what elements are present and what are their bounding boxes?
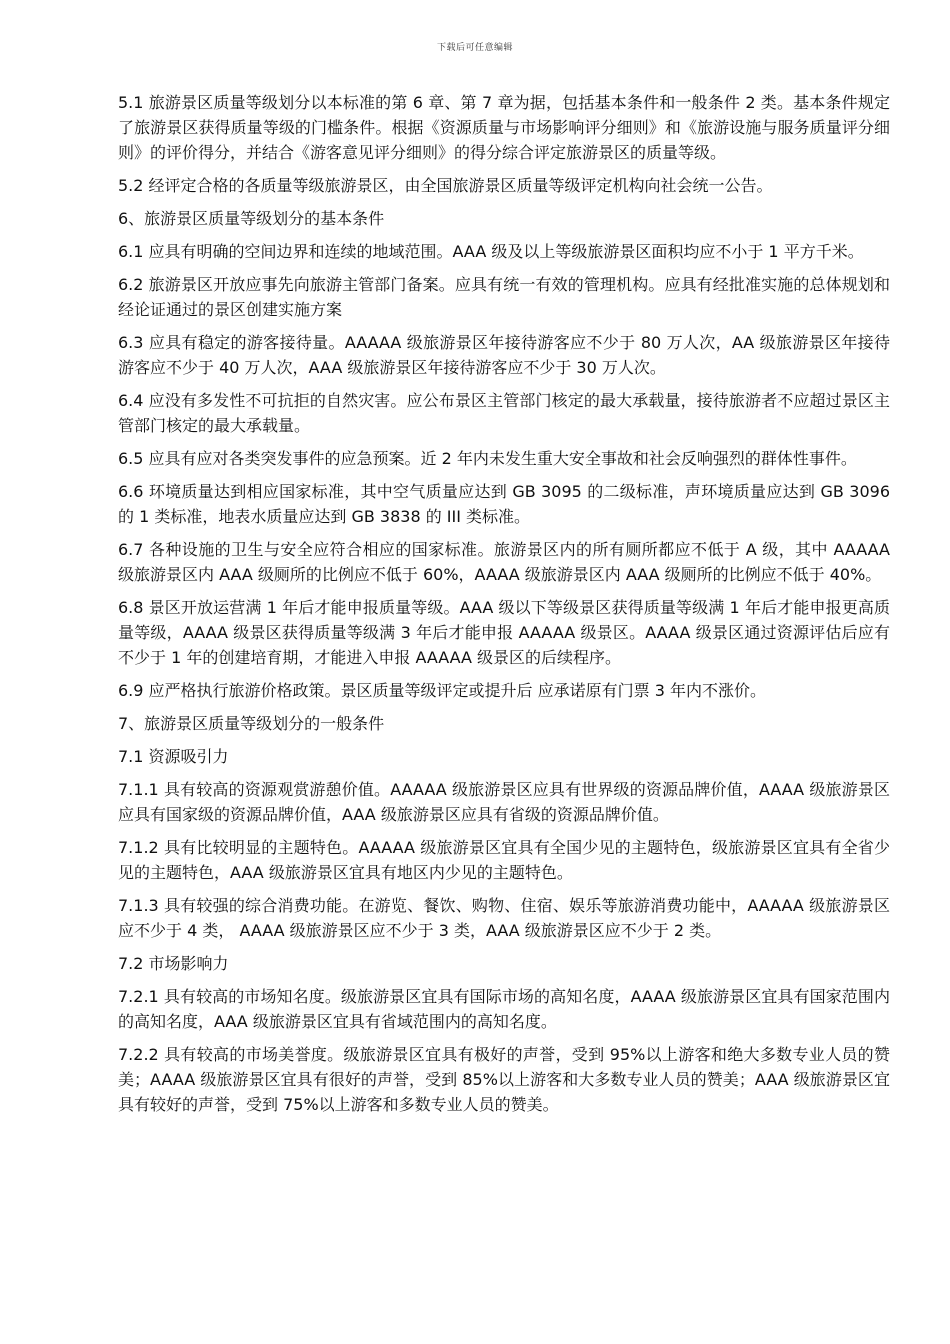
subsection-heading-7-2: 7.2 市场影响力 [118, 954, 229, 973]
paragraph-6-4: 6.4 应没有多发性不可抗拒的自然灾害。应公布景区主管部门核定的最大承载量，接待旅游者不应超过景区主管部门核定的最大承载量。 [118, 391, 890, 435]
paragraph-6-9: 6.9 应严格执行旅游价格政策。景区质量等级评定或提升后 应承诺原有门票 3 年内不涨价。 [118, 681, 766, 700]
paragraph-6-2: 6.2 旅游景区开放应事先向旅游主管部门备案。应具有统一有效的管理机构。应具有经批准实施的总体规划和经论证通过的景区创建实施方案 [118, 275, 890, 319]
paragraph-7-2-1: 7.2.1 具有较高的市场知名度。级旅游景区宜具有国际市场的高知名度，AAAA 级旅游景区宜具有国家范围内的高知名度，AAA 级旅游景区宜具有省域范围内的高知名度。 [118, 987, 890, 1031]
paragraph-6-7: 6.7 各种设施的卫生与安全应符合相应的国家标准。旅游景区内的所有厕所都应不低于 A 级，其中 AAAAA 级旅游景区内 AAA 级厕所的比例应不低于 60%，AAAA 级旅游景区内 AAA 级厕所的比例应不低于 40%。 [118, 540, 890, 584]
subsection-heading-7-1: 7.1 资源吸引力 [118, 747, 229, 766]
paragraph-6-1: 6.1 应具有明确的空间边界和连续的地域范围。AAA 级及以上等级旅游景区面积均应不小于 1 平方千米。 [118, 242, 864, 261]
paragraph-5-1: 5.1 旅游景区质量等级划分以本标准的第 6 章、第 7 章为据，包括基本条件和一般条件 2 类。基本条件规定了旅游景区获得质量等级的门槛条件。根据《资源质量与市场影响评分细则》和《旅游设施与服务质量评分细则》的评价得分，并结合《游客意见评分细则》的得分综合评定旅游景区的质量等级。 [118, 93, 890, 162]
paragraph-7-1-1: 7.1.1 具有较高的资源观赏游憩价值。AAAAA 级旅游景区应具有世界级的资源品牌价值，AAAA 级旅游景区应具有国家级的资源品牌价值，AAA 级旅游景区应具有省级的资源品牌价值。 [118, 780, 890, 824]
paragraph-7-1-3: 7.1.3 具有较强的综合消费功能。在游览、餐饮、购物、住宿、娱乐等旅游消费功能中，AAAAA 级旅游景区应不少于 4 类， AAAA 级旅游景区应不少于 3 类，AAA 级旅游景区应不少于 2 类。 [118, 896, 890, 940]
document-body [118, 90, 890, 1125]
paragraph-6-5: 6.5 应具有应对各类突发事件的应急预案。近 2 年内未发生重大安全事故和社会反响强烈的群体性事件。 [118, 449, 857, 468]
paragraph-7-1-2: 7.1.2 具有比较明显的主题特色。AAAAA 级旅游景区宜具有全国少见的主题特色，级旅游景区宜具有全省少见的主题特色，AAA 级旅游景区宜具有地区内少见的主题特色。 [118, 838, 890, 882]
paragraph-6-3: 6.3 应具有稳定的游客接待量。AAAAA 级旅游景区年接待游客应不少于 80 万人次，AA 级旅游景区年接待游客应不少于 40 万人次，AAA 级旅游景区年接待游客应不少于 30 万人次。 [118, 333, 890, 377]
paragraph-6-6: 6.6 环境质量达到相应国家标准，其中空气质量应达到 GB 3095 的二级标准，声环境质量应达到 GB 3096 的 1 类标准，地表水质量应达到 GB 3838 的 III 类标准。 [118, 482, 890, 526]
paragraph-5-2: 5.2 经评定合格的各质量等级旅游景区，由全国旅游景区质量等级评定机构向社会统一公告。 [118, 176, 773, 195]
page-header-note: 下载后可任意编辑 [436, 43, 513, 53]
section-heading-6: 6、旅游景区质量等级划分的基本条件 [118, 209, 385, 228]
section-heading-7: 7、旅游景区质量等级划分的一般条件 [118, 714, 385, 733]
paragraph-6-8: 6.8 景区开放运营满 1 年后才能申报质量等级。AAA 级以下等级景区获得质量等级满 1 年后才能申报更高质量等级，AAAA 级景区获得质量等级满 3 年后才能申报 AAAAA 级景区。AAAA 级景区通过资源评估后应有不少于 1 年的创建培育期，才能进入申报 AAAAA 级景区的后续程序。 [118, 598, 890, 667]
paragraph-7-2-2: 7.2.2 具有较高的市场美誉度。级旅游景区宜具有极好的声誉，受到 95%以上游客和绝大多数专业人员的赞美；AAAA 级旅游景区宜具有很好的声誉，受到 85%以上游客和大多数专业人员的赞美；AAA 级旅游景区宜具有较好的声誉，受到 75%以上游客和多数专业人员的赞美。 [118, 1045, 890, 1114]
